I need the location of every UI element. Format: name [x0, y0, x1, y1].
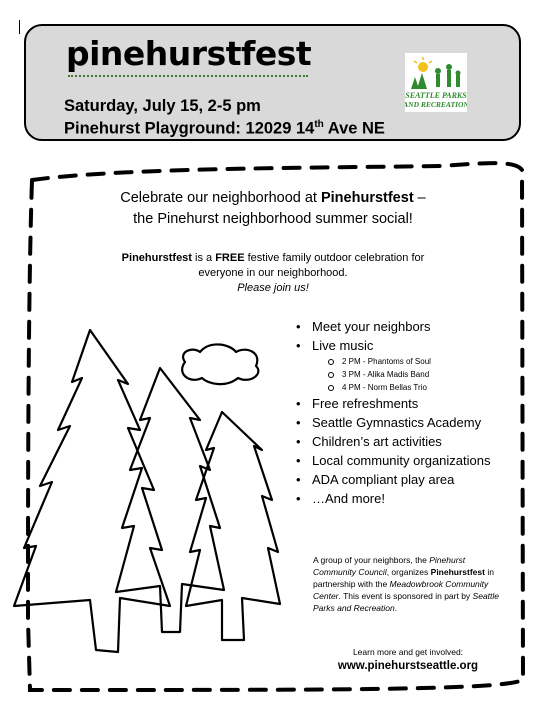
about-community-center: Meadowbrook Community Center	[313, 579, 489, 601]
location-text-end: Ave NE	[323, 119, 385, 138]
intro-prefix: Celebrate our neighborhood at	[120, 190, 321, 206]
music-item: 3 PM - Alika Madis Band	[296, 368, 516, 381]
about-text: . This event is sponsored in part by	[338, 591, 473, 601]
desc-text: is a	[191, 252, 216, 264]
music-item: 4 PM - Norm Bellas Trio	[296, 381, 516, 394]
svg-text:SEATTLE PARKS: SEATTLE PARKS	[405, 91, 467, 100]
desc-text-2: festive family outdoor celebration for everyone in our neighborhood.	[198, 252, 425, 279]
tree-middle	[116, 368, 224, 632]
list-item: • Children’s art activities	[296, 432, 516, 451]
about-sponsor: Seattle Parks and Recreation	[313, 591, 500, 613]
music-item: 2 PM - Phantoms of Soul	[296, 355, 516, 368]
location-text: Pinehurst Playground: 12029 14	[64, 119, 315, 138]
intro-line-2: the Pinehurst neighborhood summer social!	[133, 211, 413, 227]
location-superscript: th	[314, 119, 324, 130]
desc-event-name: Pinehurstfest	[121, 252, 192, 264]
cloud-shape	[182, 344, 258, 384]
list-item: • Live music	[296, 336, 516, 355]
svg-text:AND RECREATION: AND RECREATION	[405, 100, 467, 109]
list-item: • Free refreshments	[296, 394, 516, 413]
event-title: pinehurstfest	[66, 34, 312, 73]
tree-left	[14, 330, 170, 652]
learn-more-text: Learn more and get involved:	[352, 647, 464, 657]
features-list	[296, 317, 516, 508]
desc-free: FREE	[215, 252, 245, 264]
event-date: Saturday, July 15, 2-5 pm	[64, 97, 261, 115]
intro-event-name: Pinehurstfest	[320, 190, 414, 206]
website-link[interactable]: www.pinehurstseattle.org	[337, 660, 479, 672]
about-text: , organizes	[386, 567, 431, 577]
about-text: in partnership with the	[313, 567, 494, 589]
about-text: A group of your neighbors, the	[313, 555, 430, 565]
list-item: • Local community organizations	[296, 451, 516, 470]
list-item: • Meet your neighbors	[296, 317, 516, 336]
about-event-name: Pinehurstfest	[430, 567, 485, 577]
list-item: • Seattle Gymnastics Academy	[296, 413, 516, 432]
list-item: • ADA compliant play area	[296, 470, 516, 489]
desc-join: Please join us!	[237, 282, 309, 294]
about-paragraph	[313, 554, 503, 614]
intro-dash: –	[413, 190, 426, 206]
about-text: .	[394, 603, 398, 613]
list-item: • …And more!	[296, 489, 516, 508]
about-council: Pinehurst Community Council	[313, 555, 466, 577]
